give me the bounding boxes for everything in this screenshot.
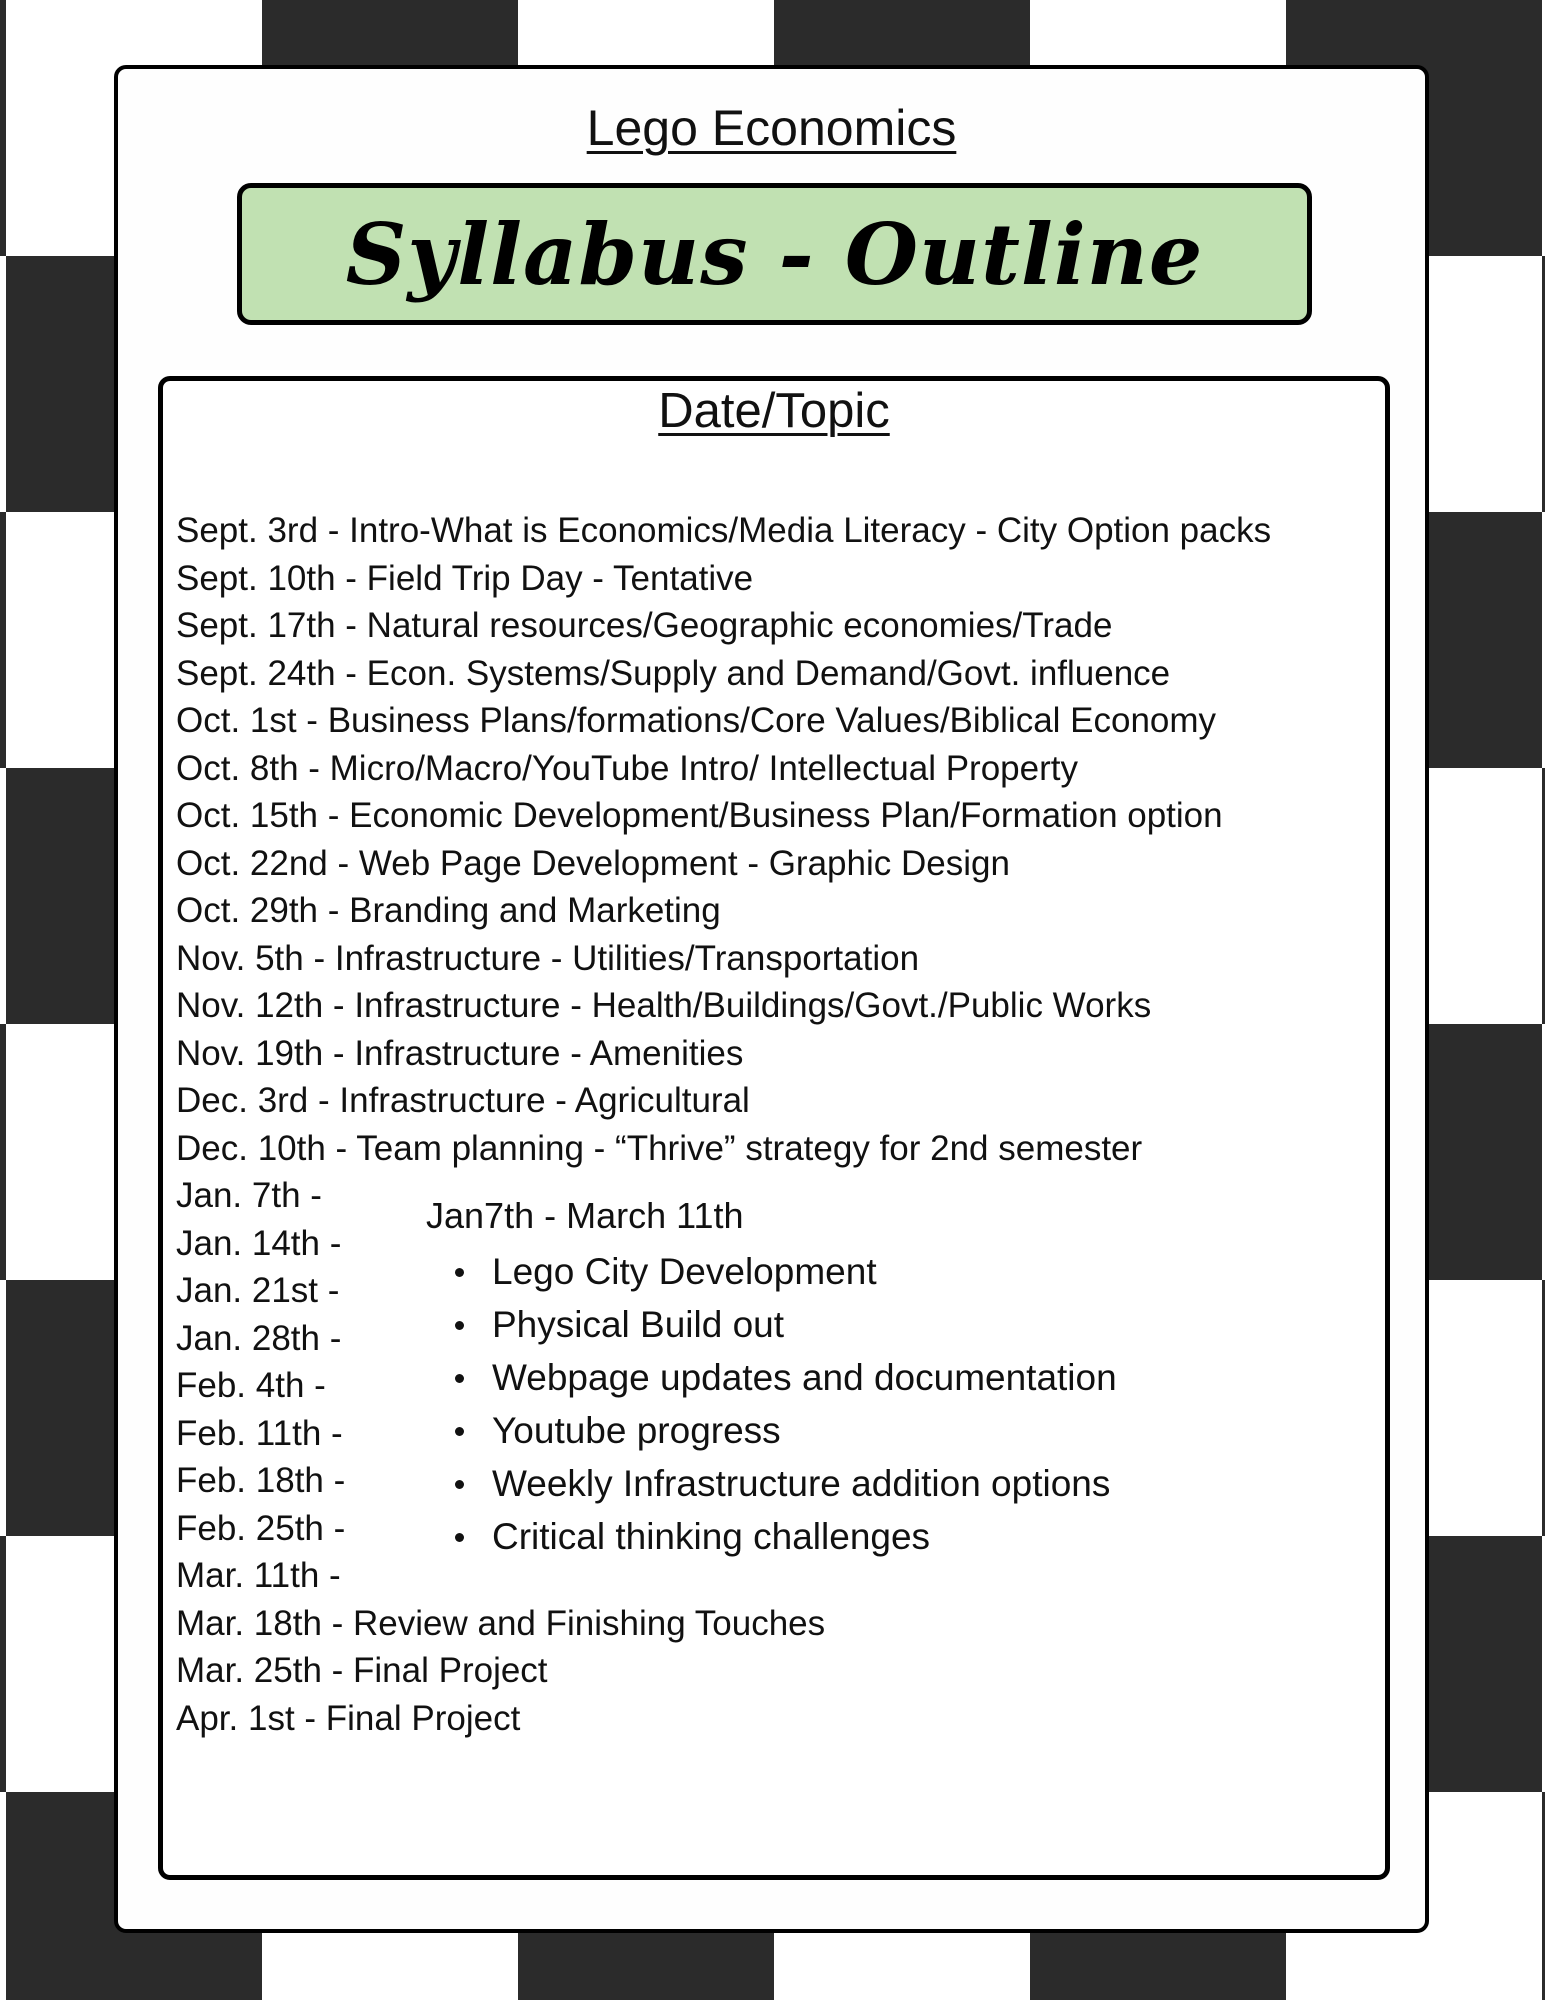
schedule-entry: Jan. 28th - [176, 1318, 342, 1358]
period-bullet-item: Lego City Development [492, 1245, 1117, 1298]
schedule-entry: Mar. 25th - Final Project [176, 1651, 548, 1690]
schedule-entry: Nov. 19th - Infrastructure - Amenities [176, 1033, 744, 1073]
schedule-entry: Dec. 3rd - Infrastructure - Agricultural [176, 1081, 750, 1120]
syllabus-banner [237, 183, 1312, 325]
period-bullet-list [426, 1245, 1117, 1563]
schedule-entry: Feb. 25th - [176, 1508, 346, 1548]
schedule-entry: Mar. 18th - Review and Finishing Touches [176, 1603, 826, 1643]
schedule-entry: Sept. 24th - Econ. Systems/Supply and Demand/Govt. influence [176, 653, 1171, 693]
schedule-entry: Oct. 15th - Economic Development/Business Plan/Formation option [176, 796, 1223, 835]
schedule-box [158, 376, 1390, 1880]
schedule-entry: Jan. 7th - [176, 1176, 322, 1215]
banner-title: Syllabus - Outline [345, 204, 1204, 304]
schedule-entry: Sept. 3rd - Intro-What is Economics/Media Literacy - City Option packs [176, 511, 1272, 550]
schedule-entry: Nov. 12th - Infrastructure - Health/Buildings/Govt./Public Works [176, 986, 1152, 1025]
schedule-entry: Feb. 11th - [176, 1413, 343, 1453]
course-title: Lego Economics [586, 100, 957, 156]
schedule-entry: Oct. 22nd - Web Page Development - Graphic Design [176, 843, 1010, 883]
schedule-entry: Oct. 29th - Branding and Marketing [176, 891, 721, 930]
period-bullet-item: Physical Build out [492, 1298, 1117, 1351]
schedule-entry: Oct. 8th - Micro/Macro/YouTube Intro/ Intellectual Property [176, 748, 1078, 788]
schedule-entry: Apr. 1st - Final Project [176, 1698, 521, 1738]
period-bullet-item: Critical thinking challenges [492, 1510, 1117, 1563]
schedule-entry: Mar. 11th - [176, 1556, 341, 1595]
schedule-entry: Feb. 4th - [176, 1366, 326, 1405]
schedule-entry: Sept. 10th - Field Trip Day - Tentative [176, 558, 754, 598]
period-bullet-item: Weekly Infrastructure addition options [492, 1457, 1117, 1510]
period-bullet-item: Webpage updates and documentation [492, 1351, 1117, 1404]
period-bullet-item: Youtube progress [492, 1404, 1117, 1457]
schedule-entry: Jan. 21st - [176, 1271, 340, 1310]
schedule-entry: Oct. 1st - Business Plans/formations/Core Values/Biblical Economy [176, 701, 1217, 740]
schedule-entry: Jan. 14th - [176, 1223, 342, 1263]
schedule-entry: Feb. 18th - [176, 1461, 346, 1500]
schedule-heading: Date/Topic [658, 384, 890, 438]
semester-period-block [426, 1191, 1117, 1563]
schedule-entry: Nov. 5th - Infrastructure - Utilities/Transportation [176, 938, 920, 978]
period-title: Jan7th - March 11th [426, 1195, 744, 1236]
schedule-entry: Dec. 10th - Team planning - “Thrive” strategy for 2nd semester [176, 1128, 1143, 1168]
syllabus-card [114, 65, 1429, 1933]
schedule-entry: Sept. 17th - Natural resources/Geographic economies/Trade [176, 606, 1113, 645]
